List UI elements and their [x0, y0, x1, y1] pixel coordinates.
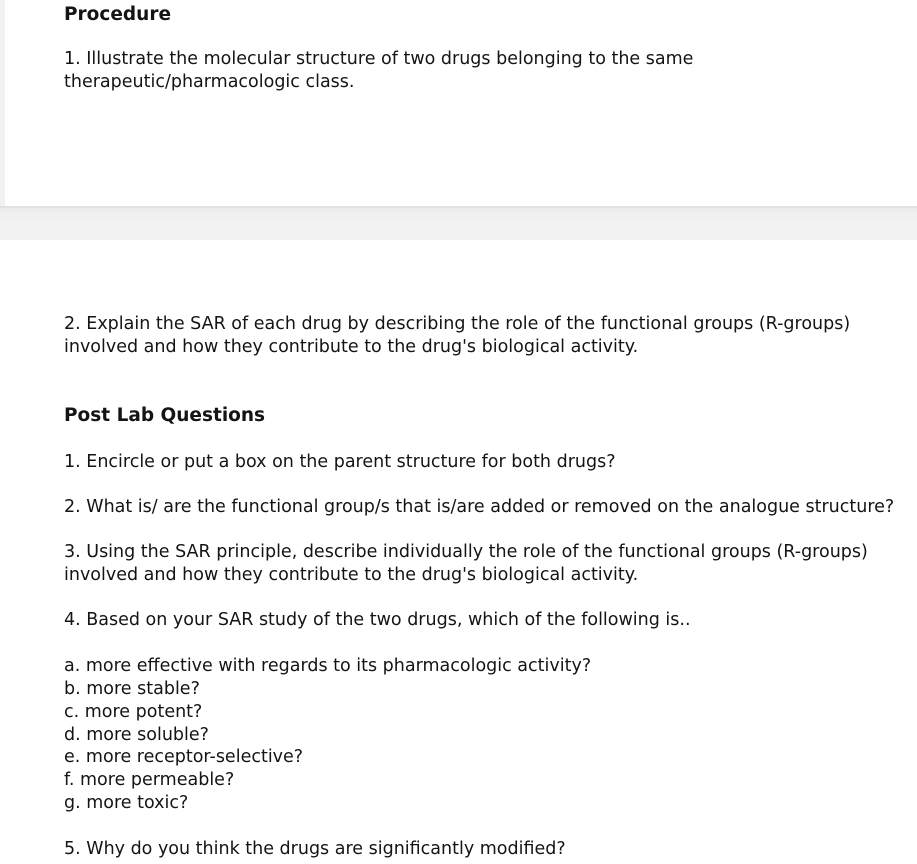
option-c: c. more potent?: [64, 702, 203, 722]
option-f: f. more permeable?: [64, 770, 235, 790]
question-4: 4. Based on your SAR study of the two drugs, which of the following is..: [64, 610, 691, 630]
option-b: b. more stable?: [64, 679, 200, 699]
option-e: e. more receptor-selective?: [64, 747, 304, 767]
option-a: a. more effective with regards to its pharmacologic activity?: [64, 656, 592, 676]
post-lab-heading: Post Lab Questions: [64, 405, 266, 426]
option-d: d. more soluble?: [64, 725, 209, 745]
question-5: 5. Why do you think the drugs are significantly modified?: [64, 839, 566, 859]
question-2: 2. What is/ are the functional group/s that is/are added or removed on the analogue structure?: [64, 497, 895, 517]
procedure-item-2-line-2: involved and how they contribute to the drug's biological activity.: [64, 337, 639, 357]
page-divider: [0, 206, 917, 240]
question-1: 1. Encircle or put a box on the parent structure for both drugs?: [64, 452, 616, 472]
procedure-item-1-line-1: 1. Illustrate the molecular structure of two drugs belonging to the same: [64, 49, 694, 69]
question-3-line-2: involved and how they contribute to the drug's biological activity.: [64, 565, 639, 585]
procedure-card: [5, 0, 917, 206]
procedure-item-2-line-1: 2. Explain the SAR of each drug by describing the role of the functional groups (R-groups): [64, 314, 851, 334]
option-g: g. more toxic?: [64, 793, 189, 813]
procedure-item-1-line-2: therapeutic/pharmacologic class.: [64, 72, 355, 92]
question-3-line-1: 3. Using the SAR principle, describe individually the role of the functional groups (R-groups): [64, 542, 868, 562]
procedure-heading: Procedure: [64, 4, 171, 25]
